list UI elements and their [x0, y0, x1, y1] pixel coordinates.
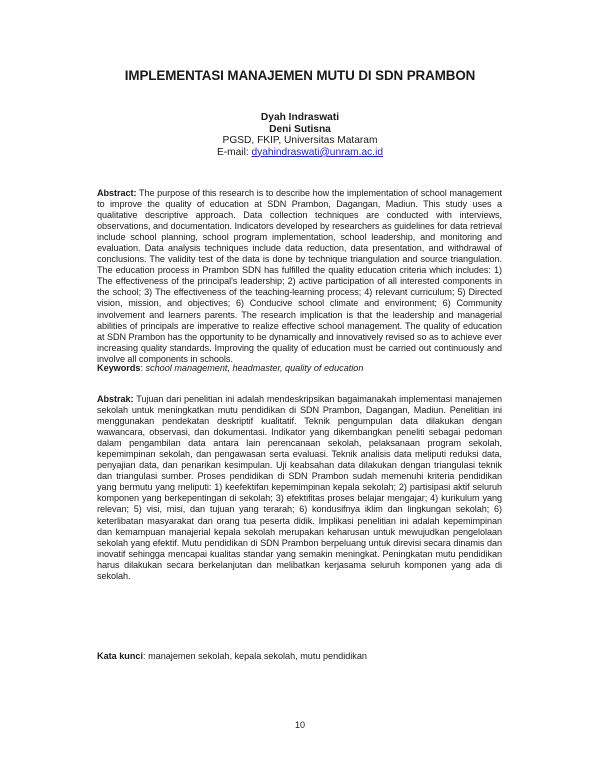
author-block — [0, 112, 600, 158]
author-name-1: Dyah Indraswati — [260, 112, 340, 123]
abstract-english — [97, 188, 502, 365]
author-email-line — [0, 147, 600, 159]
keywords-indonesian: Kata kunci: manajemen sekolah, kepala sekolah, mutu pendidikan — [97, 651, 367, 661]
abstract-id-label: Abstrak: — [97, 394, 134, 404]
abstract-en-text: The purpose of this research is to describe how the implementation of school management to improve the quality of education at SDN Prambon, Dagangan, Madiun. This study uses a qualitative descriptive approach. Data collection techniques are conducted with interviews, observations, and documentation. Indicators developed by researchers as guidelines for data retrieval include school planning, school program implementation, school leadership, and monitoring and evaluation. Data analysis techniques include data reduction, data presentation, and withdrawal of conclusions. The validity test of the data is done by technique triangulation and source triangulation. The education process in Prambon SDN has fulfilled the quality education criteria which includes: 1) The effectiveness of the principal's leadership; 2) active participation of all interested components in the school; 3) The effectiveness of the teaching-learning process; 4) relevant curriculum; 5) Directed vision, mission, and objectives; 6) Conducive school climate and environment; 6) Community involvement and learners parents. The research implication is that the leadership and managerial abilities of principals are imperative to realize effective school management. The quality of education at SDN Prambon has the opportunity to be dynamically and innovatively revised so as to achieve ever increasing quality standards. Improving the quality of education must be carried out continuously and involve all components in schools. — [97, 188, 503, 364]
email-link[interactable]: dyahindraswati@unram.ac.id — [251, 146, 384, 158]
keywords-english: Keywords: school management, headmaster, quality of education — [97, 363, 364, 373]
abstract-en-label: Abstract: — [97, 188, 137, 198]
abstract-indonesian — [97, 394, 502, 582]
author-affiliation: PGSD, FKIP, Universitas Mataram — [222, 135, 378, 147]
keywords-id-label: Kata kunci — [97, 651, 143, 661]
abstract-id-text: Tujuan dari penelitian ini adalah mendeskripsikan bagaimanakah implementasi manajemen sekolah untuk meningkatkan mutu pendidikan di SDN Prambon, Dagangan, Madiun. Penelitian ini menggunakan pendekatan deskriptif kualitatif. Teknik pengumpulan data dilakukan dengan wawancara, observasi, dan dokumentasi. Indikator yang dikembangkan peneliti sebagai pedoman dalam pengambilan data antara lain perencanaan sekolah, pelaksanaan program sekolah, kepemimpinan sekolah, dan pengawasan serta evaluasi. Teknik analisis data meliputi reduksi data, penyajian data, dan penarikan kesimpulan. Uji keabsahan data dilakukan dengan triangulasi teknik dan triangulasi sumber. Proses pendidikan di SDN Prambon sudah memenuhi kriteria pendidikan yang bermutu yang meliputi: 1) keefektifan kepemimpinan kepala sekolah; 2) partisipasi aktif seluruh komponen yang berkepentingan di sekolah; 3) efektifitas proses belajar mengajar; 4) kurikulum yang relevan; 5) visi, misi, dan tujuan yang terarah; 6) kondusifnya iklim dan lingkungan sekolah; 6) keterlibatan masyarakat dan orang tua peserta didik. Implikasi penelitian ini adalah kepemimpinan dan kemampuan manajerial kepala sekolah merupakan keharusan untuk mewujudkan pengelolaan sekolah yang efektif. Mutu pendidikan di SDN Prambon berpeluang untuk direvisi secara dinamis dan inovatif sehingga mencapai kualitas standar yang semakin meningkat. Peningkatan mutu pendidikan harus dilakukan secara berkelanjutan dan melibatkan kerjasama seluruh komponen yang ada di sekolah. — [97, 394, 503, 581]
email-label: E-mail: — [216, 146, 252, 158]
keywords-en-text: school management, headmaster, quality of education — [145, 363, 364, 373]
paper-title: IMPLEMENTASI MANAJEMEN MUTU DI SDN PRAMBON — [124, 68, 476, 83]
keywords-id-text: manajemen sekolah, kepala sekolah, mutu pendidikan — [148, 651, 367, 661]
author-name-2: Deni Sutisna — [269, 123, 331, 135]
page-number: 10 — [294, 720, 305, 730]
keywords-en-label: Keywords — [97, 363, 141, 373]
